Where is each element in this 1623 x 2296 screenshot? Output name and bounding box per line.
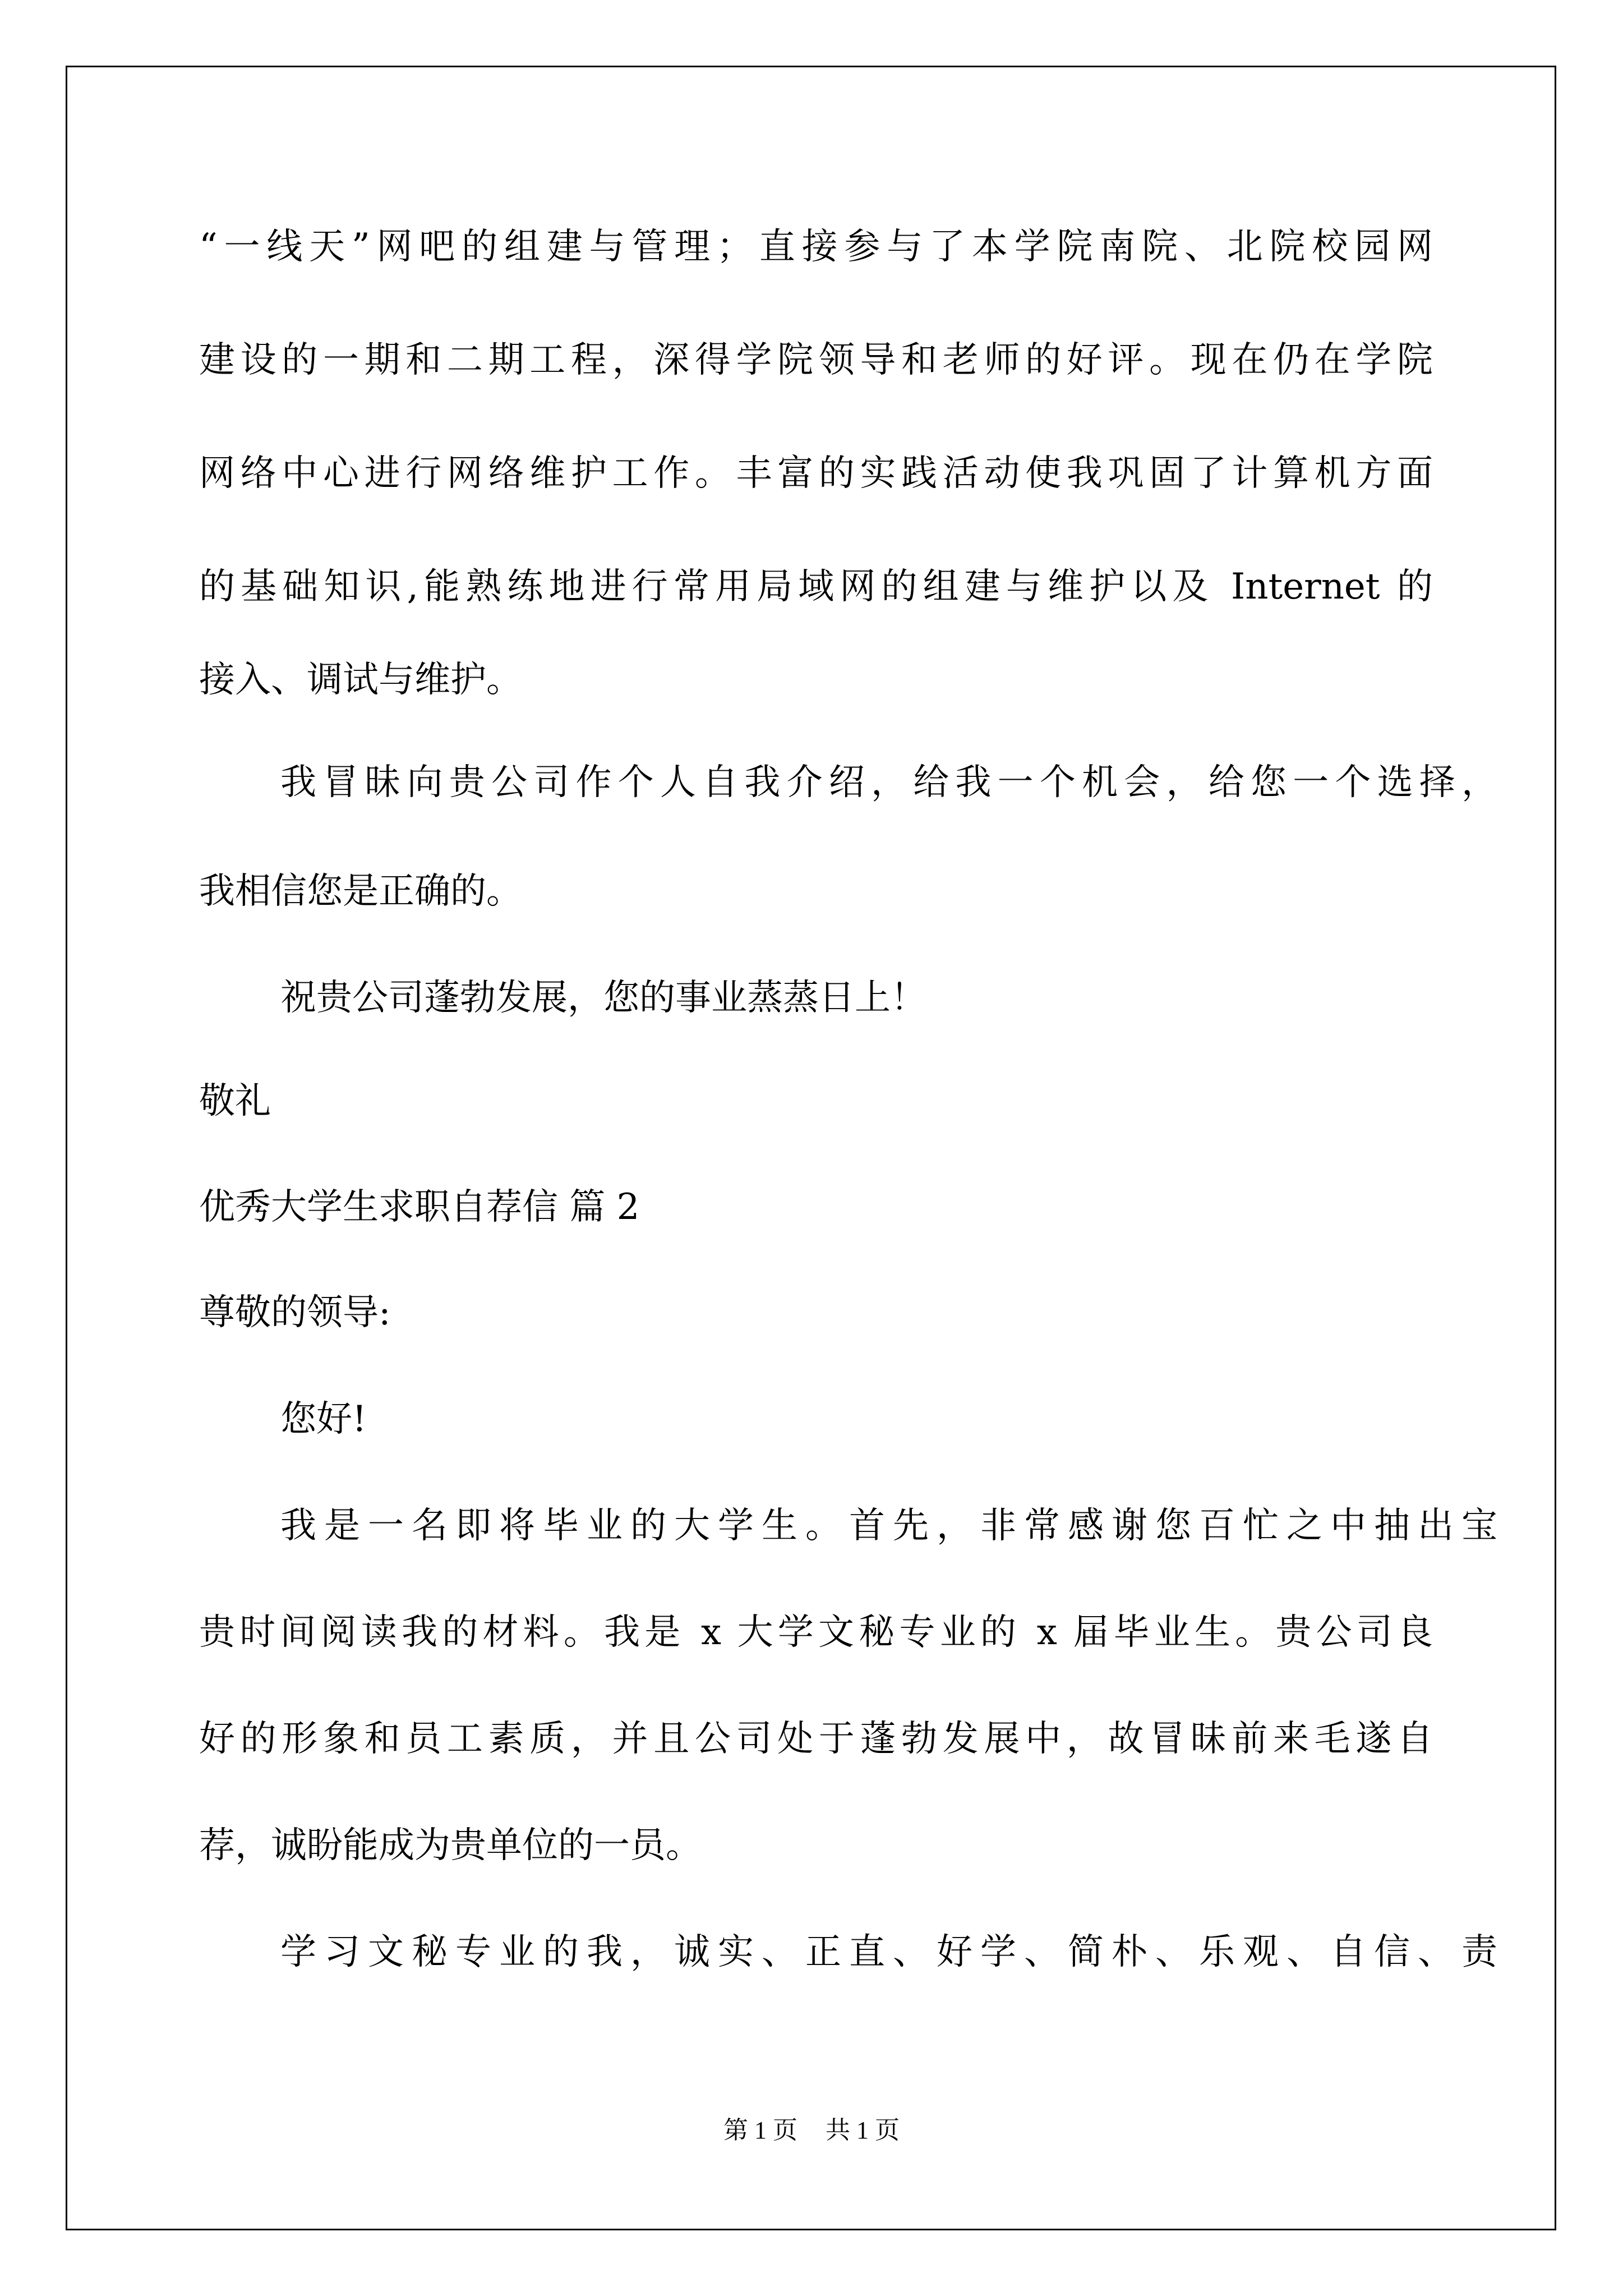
body-line-17: 学习文秘专业的我，诚实、正直、好学、简朴、乐观、自信、责 <box>280 1931 1497 1973</box>
page-border <box>66 66 1556 2230</box>
body-line-16: 荐，诚盼能成为贵单位的一员。 <box>199 1825 702 1866</box>
page-number: 第 1 页 <box>723 2116 797 2144</box>
body-line-1: “一线天”网吧的组建与管理；直接参与了本学院南院、北院校园网 <box>199 226 1433 268</box>
body-line-3: 网络中心进行网络维护工作。丰富的实践活动使我巩固了计算机方面 <box>199 453 1433 494</box>
body-line-2: 建设的一期和二期工程，深得学院领导和老师的好评。现在仍在学院 <box>199 339 1433 381</box>
greeting: 您好! <box>280 1398 367 1440</box>
body-line-8: 祝贵公司蓬勃发展，您的事业蒸蒸日上！ <box>280 977 926 1019</box>
section-heading: 优秀大学生求职自荐信 篇 2 <box>199 1186 640 1228</box>
body-line-14: 贵时间阅读我的材料。我是 x 大学文秘专业的 x 届毕业生。贵公司良 <box>199 1612 1433 1653</box>
body-line-4: 的基础知识,能熟练地进行常用局域网的组建与维护以及 Internet 的 <box>199 566 1433 608</box>
closing-salute: 敬礼 <box>199 1080 271 1122</box>
body-line-5: 接入、调试与维护。 <box>199 659 522 701</box>
body-line-13: 我是一名即将毕业的大学生。首先，非常感谢您百忙之中抽出宝 <box>280 1505 1497 1547</box>
page-total: 共 1 页 <box>826 2116 900 2144</box>
salutation: 尊敬的领导: <box>199 1292 391 1333</box>
page-footer <box>0 2115 1623 2146</box>
body-line-7: 我相信您是正确的。 <box>199 871 522 912</box>
body-line-15: 好的形象和员工素质，并且公司处于蓬勃发展中，故冒昧前来毛遂自 <box>199 1718 1433 1760</box>
body-line-6: 我冒昧向贵公司作个人自我介绍，给我一个机会，给您一个选择， <box>280 762 1497 803</box>
